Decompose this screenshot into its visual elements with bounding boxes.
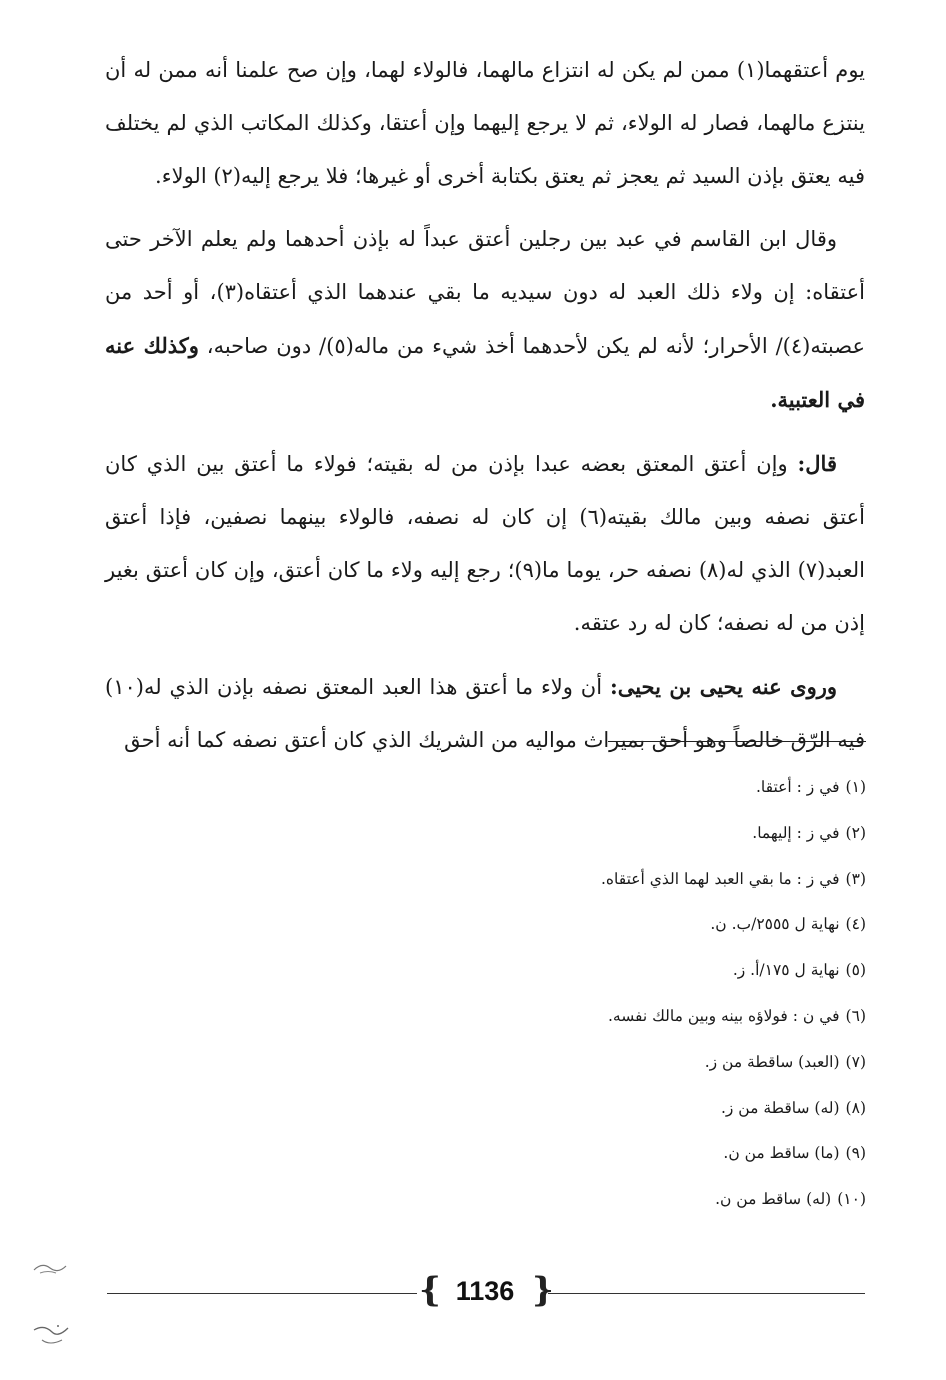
footnote <box>300 1093 866 1139</box>
footnote-number: (١٠) <box>837 1190 866 1209</box>
paragraph-3 <box>105 437 865 650</box>
footnote-number: (٤) <box>845 915 866 934</box>
footnote-number: (٨) <box>845 1098 866 1117</box>
footnote-text: (ما) ساقط من ن. <box>723 1144 840 1163</box>
footnote-text: في ز : إليهما. <box>752 823 840 842</box>
footnote-text: نهاية ل ١٧٥/أ. ز. <box>732 961 840 980</box>
footnote-number: (٦) <box>845 1006 866 1025</box>
footnote-number: (٧) <box>845 1052 866 1071</box>
footnote-text: في ز : أعتقا. <box>756 778 840 796</box>
footer-rule-left <box>107 1293 417 1294</box>
footnote <box>300 1001 866 1047</box>
footnote-number: (٢) <box>845 823 866 842</box>
footnote <box>300 1184 866 1230</box>
margin-handwriting-mark <box>28 1322 76 1350</box>
paragraph-2-bold-text: وكذلك عنه في العتبية. <box>105 333 865 412</box>
paragraph-3-text: وإن أعتق المعتق بعضه عبدا بإذن من له بقيته؛ فولاء ما أعتق بين الذي كان أعتق نصفه وبين مالك بقيته(٦) إن كان له نصفه، فالولاء بينهما نصفين، فإذا أعتق العبد(٧) الذي له(٨) نصفه حر، يوما ما(٩)؛ رجع إليه ولاء ما كان أعتق، وإن كان أعتق بغير إذن من له نصفه؛ كان له رد عتقه. <box>105 452 866 635</box>
paragraph-4-text: أن ولاء ما أعتق هذا العبد المعتق نصفه بإذن الذي له(١٠) فيه الرّق خالصاً وهو أحق بميراث مواليه من الشريك الذي كان أعتق نصفه كما أنه أحق <box>105 675 865 752</box>
footnote <box>300 772 866 818</box>
main-text <box>105 44 865 777</box>
footnote-text: في ن : فولاؤه بينه وبين مالك نفسه. <box>607 1006 840 1025</box>
footnote-number: (٥) <box>845 961 866 980</box>
footnote-text: (له) ساقطة من ز. <box>720 1098 840 1117</box>
footer-rule-right <box>548 1293 865 1294</box>
footnote-text: في ز : ما بقي العبد لهما الذي أعتقاه. <box>600 869 840 888</box>
footnote <box>300 1138 866 1184</box>
page-footer <box>0 1268 946 1318</box>
paragraph-1-text: يوم أعتقهما(١) ممن لم يكن له انتزاع مالهما، فالولاء لهما، وإن صح علمنا أنه ممن له أن ينتزع مالهما، فصار له الولاء، ثم لا يرجع إليهما وإن أعتقا، وكذلك المكاتب الذي لم يختلف فيه يعتق بإذن السيد ثم يعجز ثم يعتق بكتابة أخرى أو غيرها؛ فلا يرجع إليه(٢) الولاء. <box>105 58 866 188</box>
paragraph-2 <box>105 213 865 427</box>
footnote-number: (١) <box>845 778 866 796</box>
footnote <box>300 1047 866 1093</box>
footnote-text: (له) ساقط من ن. <box>715 1190 832 1209</box>
margin-scribble-mark <box>30 1258 70 1278</box>
paragraph-4-lead: وروى عنه يحيى بن يحيى: <box>609 674 837 699</box>
footnote <box>300 909 866 955</box>
footnotes <box>300 772 866 1230</box>
paragraph-1 <box>105 44 865 203</box>
left-brace-ornament: { <box>419 1270 441 1310</box>
footnote <box>300 955 866 1001</box>
footnote-text: نهاية ل ٢٥٥٥/ب. ن. <box>710 915 840 934</box>
footnote-separator <box>608 741 866 742</box>
right-brace-ornament: } <box>532 1270 554 1310</box>
footnote-number: (٩) <box>845 1144 866 1163</box>
paragraph-4 <box>105 660 865 767</box>
footnote <box>300 818 866 864</box>
footnote-number: (٣) <box>845 869 866 888</box>
paragraph-3-lead: قال: <box>797 451 837 476</box>
page-number: 1136 <box>455 1276 515 1306</box>
footnote-text: (العبد) ساقطة من ز. <box>704 1052 840 1071</box>
footnote <box>300 864 866 910</box>
paragraph-2-text: وقال ابن القاسم في عبد بين رجلين أعتق عبداً له بإذن أحدهما ولم يعلم الآخر حتى أعتقاه: إن ولاء ذلك العبد له دون سيديه ما بقي عندهما الذي أعتقاه(٣)، أو أحد من عصبته(٤)/ الأحرار؛ لأنه لم يكن لأحدهما أخذ شيء من ماله(٥)/ دون صاحبه، <box>105 227 865 358</box>
